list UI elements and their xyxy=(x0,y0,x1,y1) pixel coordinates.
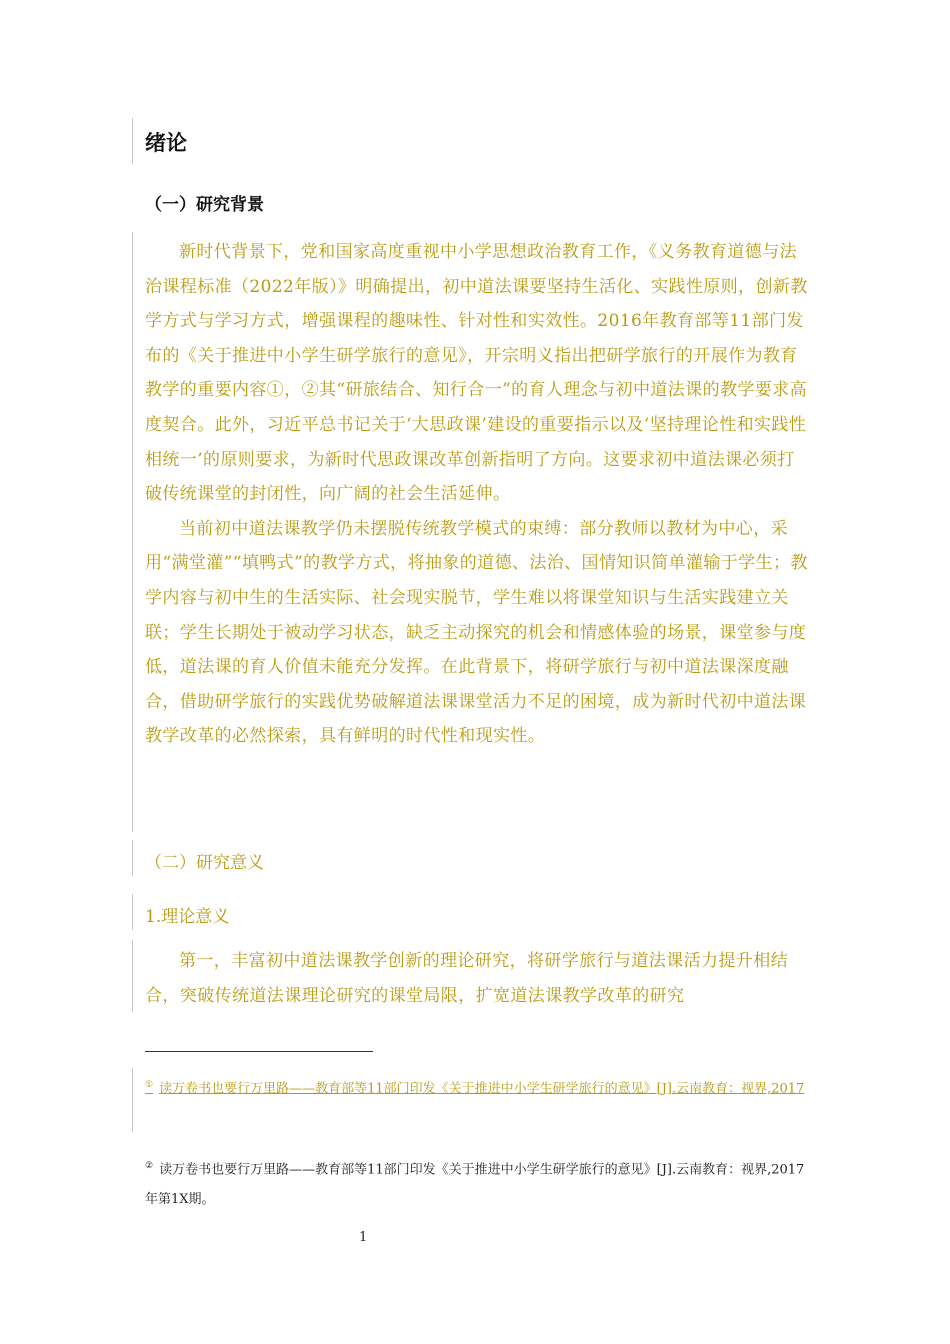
footnote-1 xyxy=(145,1070,805,1104)
change-bar xyxy=(132,894,133,930)
change-bar xyxy=(132,232,133,832)
footnote-2 xyxy=(145,1151,805,1215)
section2-subtitle: 1.理论意义 xyxy=(145,907,230,927)
section1-paragraph-2: 当前初中道法课教学仍未摆脱传统教学模式的束缚：部分教师以教材为中心，采用“满堂灌”“填鸭式”的教学方式，将抽象的道德、法治、国情知识简单灌输于学生；教学内容与初中生的生活实际、社会现实脱节，学生难以将课堂知识与生活实践建立关联；学生长期处于被动学习状态，缺乏主动探究的机会和情感体验的场景，课堂参与度低，道法课的育人价值未能充分发挥。在此背景下，将研学旅行与初中道法课深度融合，借助研学旅行的实践优势破解道法课课堂活力不足的困境，成为新时代初中道法课教学改革的必然探索，具有鲜明的时代性和现实性。 xyxy=(145,518,808,747)
section2-body xyxy=(145,944,810,1014)
footnote-2-text: 读万卷书也要行万里路——教育部等11部门印发《关于推进中小学生研学旅行的意见》[J].云南教育：视界,2017年第1X期。 xyxy=(145,1162,805,1208)
footnote-1-mark: ① xyxy=(145,1080,154,1090)
footnote-2-mark: ② xyxy=(145,1161,154,1171)
document-heading: 绪论 xyxy=(145,130,187,155)
section1-paragraph-1: 新时代背景下，党和国家高度重视中小学思想政治教育工作，《义务教育道德与法治课程标准（2022年版）》明确提出，初中道法课要坚持生活化、实践性原则，创新教学方式与学习方式，增强课程的趣味性、针对性和实效性。2016年教育部等11部门发布的《关于推进中小学生研学旅行的意见》，开宗明义指出把研学旅行的开展作为教育教学的重要内容①，②其“研旅结合、知行合一”的育人理念与初中道法课的教学要求高度契合。此外，习近平总书记关于‘大思政课’建设的重要指示以及‘坚持理论性和实践性相统一’的原则要求，为新时代思政课改革创新指明了方向。这要求初中道法课必须打破传统课堂的封闭性，向广阔的社会生活延伸。 xyxy=(145,242,808,505)
change-bar xyxy=(132,1068,133,1132)
footnote-1-text: 读万卷书也要行万里路——教育部等11部门印发《关于推进中小学生研学旅行的意见》[J].云南教育：视界,2017 xyxy=(159,1081,805,1097)
footnote-separator xyxy=(145,1051,373,1052)
page-number: 1 xyxy=(359,1230,368,1245)
change-bar xyxy=(132,118,133,164)
section2-paragraph: 第一，丰富初中道法课教学创新的理论研究，将研学旅行与道法课活力提升相结合，突破传统道法课理论研究的课堂局限，扩宽道法课教学改革的研究 xyxy=(145,951,788,1006)
section1-body xyxy=(145,235,810,754)
section1-title: （一）研究背景 xyxy=(145,195,264,215)
change-bar xyxy=(132,940,133,1012)
change-bar xyxy=(132,840,133,876)
section2-title: （二）研究意义 xyxy=(145,853,264,873)
